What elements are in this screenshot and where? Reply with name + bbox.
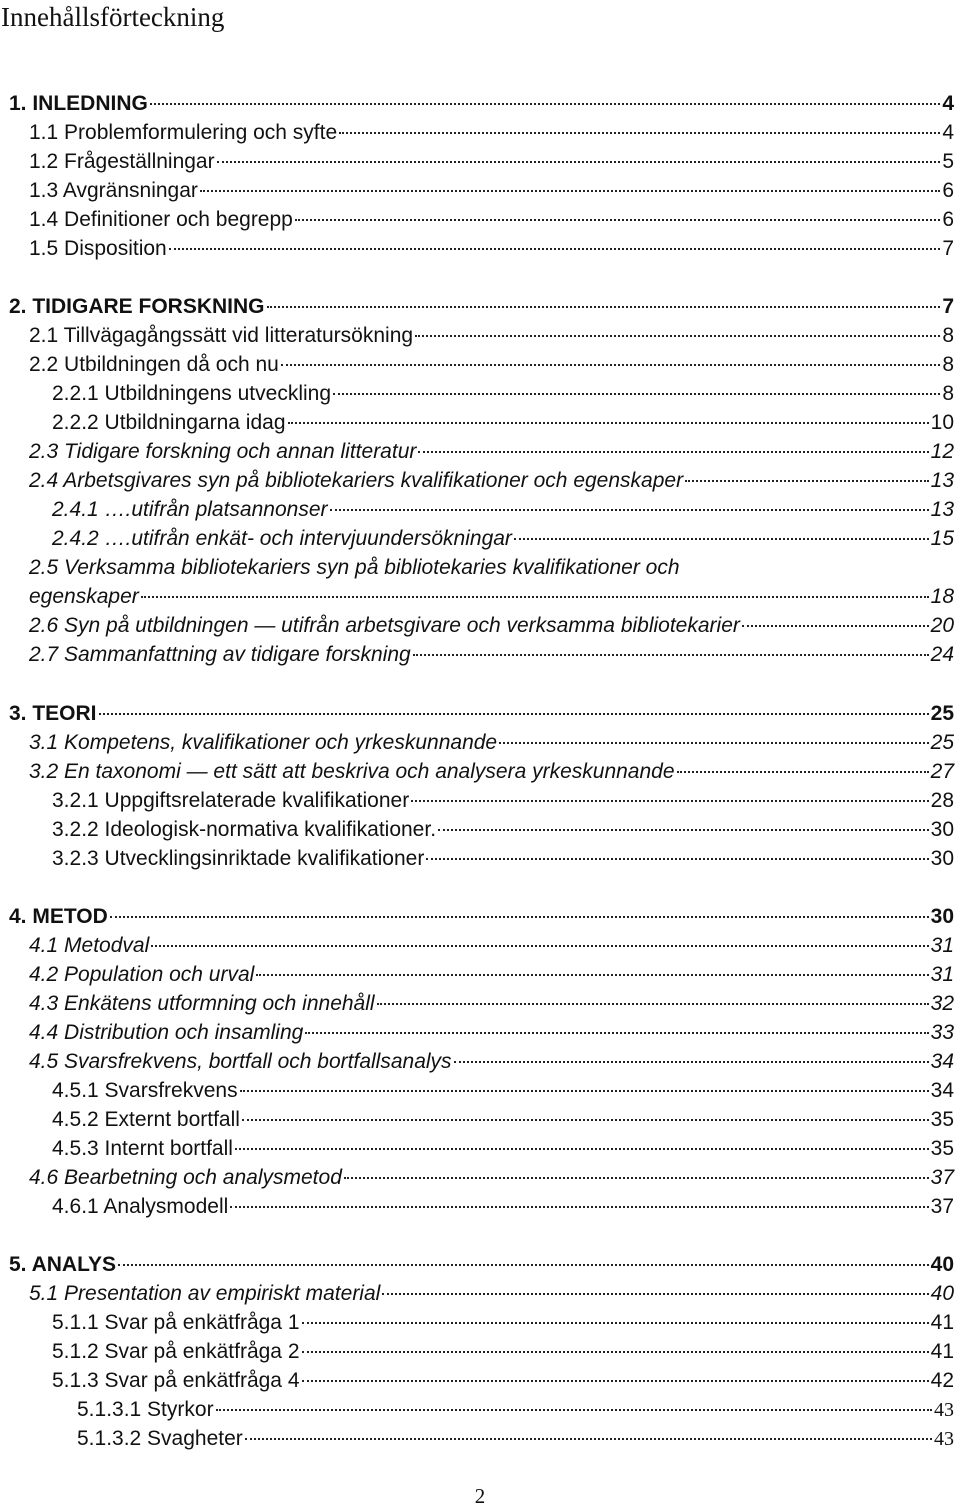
toc-entry[interactable] xyxy=(9,89,954,118)
toc-entry-page: 30 xyxy=(930,818,954,841)
toc-entry-label: 2.4.2 ….utifrån enkät- och intervjuundersökningar xyxy=(52,527,512,550)
toc-entry-page: 37 xyxy=(930,1166,954,1189)
toc-entry[interactable] xyxy=(52,379,954,408)
toc-dot-leader xyxy=(169,248,941,250)
toc-entry-page: 25 xyxy=(930,702,954,725)
toc-entry[interactable] xyxy=(52,1337,954,1366)
toc-entry[interactable] xyxy=(29,582,954,611)
toc-dot-leader xyxy=(200,190,940,192)
toc-entry-label: 2.7 Sammanfattning av tidigare forskning xyxy=(29,643,411,666)
toc-dot-leader xyxy=(413,654,929,656)
toc-entry-page: 27 xyxy=(930,760,954,783)
toc-entry[interactable] xyxy=(29,553,680,582)
toc-entry-label: 5.1.2 Svar på enkätfråga 2 xyxy=(52,1340,300,1363)
toc-dot-leader xyxy=(256,974,928,976)
toc-dot-leader xyxy=(99,713,929,715)
toc-entry-label: 3.1 Kompetens, kvalifikationer och yrkeskunnande xyxy=(29,731,498,754)
toc-entry-label: 2.4.1 ….utifrån platsannonser xyxy=(52,498,328,521)
toc-entry-label: 1. INLEDNING xyxy=(9,92,148,115)
toc-entry-page: 34 xyxy=(930,1079,954,1102)
toc-entry-label: 2.3 Tidigare forskning och annan litteratur xyxy=(29,440,417,463)
toc-entry-page: 43 xyxy=(934,1428,954,1450)
toc-entry[interactable] xyxy=(29,1018,954,1047)
toc-entry-page: 7 xyxy=(942,295,954,318)
toc-entry-page: 34 xyxy=(930,1050,954,1073)
toc-entry-label: egenskaper xyxy=(29,585,139,608)
toc-dot-leader xyxy=(339,132,940,134)
toc-entry-page: 8 xyxy=(942,353,954,376)
toc-entry[interactable] xyxy=(52,1308,954,1337)
toc-entry[interactable] xyxy=(29,989,954,1018)
toc-entry-page: 10 xyxy=(930,411,954,434)
toc-entry[interactable] xyxy=(29,205,954,234)
toc-entry[interactable] xyxy=(52,524,954,553)
toc-dot-leader xyxy=(242,1119,929,1121)
toc-entry-label: 2.4 Arbetsgivares syn på bibliotekariers kvalifikationer och egenskaper xyxy=(29,469,684,492)
toc-dot-leader xyxy=(267,306,941,308)
toc-entry[interactable] xyxy=(29,931,954,960)
toc-entry-page: 6 xyxy=(942,179,954,202)
toc-entry-page: 12 xyxy=(930,440,954,463)
toc-entry-page: 32 xyxy=(930,992,954,1015)
toc-entry-page: 35 xyxy=(930,1137,954,1160)
toc-entry-page: 30 xyxy=(930,905,954,928)
page-title: Innehållsförteckning xyxy=(1,2,225,32)
toc-entry[interactable] xyxy=(52,1134,954,1163)
toc-entry-page: 31 xyxy=(930,963,954,986)
toc-entry[interactable] xyxy=(29,118,954,147)
toc-entry-page: 7 xyxy=(942,237,954,260)
toc-entry-page: 24 xyxy=(930,643,954,666)
toc-entry-page: 40 xyxy=(930,1282,954,1305)
toc-entry-label: 2.1 Tillvägagångssätt vid litteratursökning xyxy=(29,324,414,347)
toc-entry-label: 4.5.2 Externt bortfall xyxy=(52,1108,240,1131)
toc-entry[interactable] xyxy=(9,1250,954,1279)
toc-dot-leader xyxy=(281,364,940,366)
toc-entry-label: 2.5 Verksamma bibliotekariers syn på bibliotekaries kvalifikationer och xyxy=(29,556,680,579)
toc-dot-leader xyxy=(415,335,940,337)
toc-entry-label: 4.5.3 Internt bortfall xyxy=(52,1137,233,1160)
toc-dot-leader xyxy=(302,1380,929,1382)
toc-entry[interactable] xyxy=(29,234,954,263)
toc-entry-page: 4 xyxy=(942,92,954,115)
toc-entry[interactable] xyxy=(52,1105,954,1134)
toc-entry-page: 41 xyxy=(930,1340,954,1363)
toc-entry-label: 4.1 Metodval xyxy=(29,934,150,957)
toc-dot-leader xyxy=(150,103,940,105)
toc-entry-page: 40 xyxy=(930,1253,954,1276)
toc-entry-label: 5.1.1 Svar på enkätfråga 1 xyxy=(52,1311,300,1334)
toc-entry-label: 4.4 Distribution och insamling xyxy=(29,1021,304,1044)
toc-entry-page: 20 xyxy=(930,614,954,637)
toc-entry-label: 2.2.1 Utbildningens utveckling xyxy=(52,382,332,405)
toc-entry-page: 31 xyxy=(930,934,954,957)
toc-entry-label: 5.1 Presentation av empiriskt material xyxy=(29,1282,381,1305)
toc-dot-leader xyxy=(302,1322,929,1324)
toc-dot-leader xyxy=(288,422,929,424)
toc-dot-leader xyxy=(230,1206,928,1208)
toc-entry-label: 3.2.1 Uppgiftsrelaterade kvalifikationer xyxy=(52,789,410,812)
toc-entry[interactable] xyxy=(52,1192,954,1221)
toc-entry-label: 2. TIDIGARE FORSKNING xyxy=(9,295,265,318)
toc-entry-page: 28 xyxy=(930,789,954,812)
toc-entry[interactable] xyxy=(9,699,954,728)
toc-entry-label: 1.5 Disposition xyxy=(29,237,167,260)
toc-entry-label: 1.3 Avgränsningar xyxy=(29,179,198,202)
toc-entry-page: 43 xyxy=(934,1399,954,1421)
toc-entry-label: 2.2.2 Utbildningarna idag xyxy=(52,411,286,434)
toc-dot-leader xyxy=(333,393,940,395)
toc-entry-label: 4.5.1 Svarsfrekvens xyxy=(52,1079,238,1102)
toc-entry[interactable] xyxy=(29,350,954,379)
toc-dot-leader xyxy=(305,1032,928,1034)
toc-dot-leader xyxy=(235,1148,929,1150)
toc-dot-leader xyxy=(426,858,928,860)
toc-entry-label: 1.4 Definitioner och begrepp xyxy=(29,208,293,231)
toc-entry-label: 4.6.1 Analysmodell xyxy=(52,1195,229,1218)
toc-entry[interactable] xyxy=(52,844,954,873)
toc-entry-label: 3. TEORI xyxy=(9,702,97,725)
toc-dot-leader xyxy=(110,916,929,918)
toc-dot-leader xyxy=(742,625,929,627)
toc-entry-page: 8 xyxy=(942,382,954,405)
toc-entry-page: 33 xyxy=(930,1021,954,1044)
toc-entry-label: 5.1.3.2 Svagheter xyxy=(77,1427,243,1450)
toc-entry-page: 13 xyxy=(930,498,954,521)
toc-entry-label: 4.5 Svarsfrekvens, bortfall och bortfallsanalys xyxy=(29,1050,452,1073)
toc-entry-page: 25 xyxy=(930,731,954,754)
toc-entry-label: 4.2 Population och urval xyxy=(29,963,255,986)
toc-entry[interactable] xyxy=(52,495,954,524)
toc-entry[interactable] xyxy=(29,611,954,640)
toc-entry[interactable] xyxy=(29,728,954,757)
toc-entry[interactable] xyxy=(77,1395,954,1424)
toc-entry-page: 37 xyxy=(930,1195,954,1218)
toc-dot-leader xyxy=(216,1409,932,1411)
toc-entry[interactable] xyxy=(29,1163,954,1192)
page-number: 2 xyxy=(474,1484,486,1508)
toc-dot-leader xyxy=(240,1090,929,1092)
toc-dot-leader xyxy=(118,1264,929,1266)
toc-dot-leader xyxy=(302,1351,929,1353)
toc-entry[interactable] xyxy=(29,640,954,669)
toc-entry-label: 3.2.2 Ideologisk-normativa kvalifikationer. xyxy=(52,818,437,841)
toc-dot-leader xyxy=(377,1003,929,1005)
toc-entry-page: 18 xyxy=(930,585,954,608)
toc-entry-page: 35 xyxy=(930,1108,954,1131)
toc-entry-page: 30 xyxy=(930,847,954,870)
toc-entry-page: 41 xyxy=(930,1311,954,1334)
toc-dot-leader xyxy=(499,742,929,744)
toc-dot-leader xyxy=(677,771,929,773)
toc-entry-label: 5. ANALYS xyxy=(9,1253,116,1276)
toc-entry[interactable] xyxy=(9,902,954,931)
toc-entry[interactable] xyxy=(52,815,954,844)
toc-entry-page: 13 xyxy=(930,469,954,492)
toc-dot-leader xyxy=(418,451,928,453)
toc-entry-page: 6 xyxy=(942,208,954,231)
toc-dot-leader xyxy=(217,161,941,163)
toc-dot-leader xyxy=(141,596,929,598)
toc-dot-leader xyxy=(295,219,940,221)
toc-dot-leader xyxy=(454,1061,929,1063)
toc-dot-leader xyxy=(685,480,929,482)
toc-entry[interactable] xyxy=(29,321,954,350)
toc-entry-label: 4.3 Enkätens utformning och innehåll xyxy=(29,992,375,1015)
toc-dot-leader xyxy=(514,538,929,540)
toc-entry[interactable] xyxy=(29,466,954,495)
toc-entry-label: 1.2 Frågeställningar xyxy=(29,150,215,173)
toc-entry-label: 4.6 Bearbetning och analysmetod xyxy=(29,1166,342,1189)
toc-entry-label: 3.2.3 Utvecklingsinriktade kvalifikationer xyxy=(52,847,425,870)
toc-entry-label: 2.2 Utbildningen då och nu xyxy=(29,353,279,376)
toc-entry-page: 5 xyxy=(942,150,954,173)
toc-entry[interactable] xyxy=(52,1076,954,1105)
toc-entry-label: 5.1.3 Svar på enkätfråga 4 xyxy=(52,1369,300,1392)
toc-entry[interactable] xyxy=(29,960,954,989)
toc-entry[interactable] xyxy=(77,1424,954,1453)
toc-entry[interactable] xyxy=(29,147,954,176)
toc-entry[interactable] xyxy=(52,408,954,437)
toc-entry[interactable] xyxy=(29,437,954,466)
toc-dot-leader xyxy=(438,829,929,831)
toc-dot-leader xyxy=(382,1293,928,1295)
toc-entry-label: 4. METOD xyxy=(9,905,108,928)
toc-dot-leader xyxy=(330,509,929,511)
toc-entry[interactable] xyxy=(9,292,954,321)
toc-entry-page: 15 xyxy=(930,527,954,550)
toc-entry-label: 2.6 Syn på utbildningen — utifrån arbetsgivare och verksamma bibliotekarier xyxy=(29,614,740,637)
toc-dot-leader xyxy=(245,1438,932,1440)
toc-entry-page: 8 xyxy=(942,324,954,347)
toc-entry-label: 1.1 Problemformulering och syfte xyxy=(29,121,338,144)
toc-dot-leader xyxy=(344,1177,929,1179)
toc-entry-label: 5.1.3.1 Styrkor xyxy=(77,1398,214,1421)
toc-entry[interactable] xyxy=(29,1047,954,1076)
toc-entry[interactable] xyxy=(52,786,954,815)
toc-entry[interactable] xyxy=(29,757,954,786)
toc-entry-page: 4 xyxy=(942,121,954,144)
toc-dot-leader xyxy=(411,800,928,802)
toc-entry[interactable] xyxy=(29,1279,954,1308)
toc-entry[interactable] xyxy=(29,176,954,205)
toc-entry-label: 3.2 En taxonomi — ett sätt att beskriva och analysera yrkeskunnande xyxy=(29,760,675,783)
toc-entry[interactable] xyxy=(52,1366,954,1395)
toc-dot-leader xyxy=(151,945,928,947)
toc-entry-page: 42 xyxy=(930,1369,954,1392)
